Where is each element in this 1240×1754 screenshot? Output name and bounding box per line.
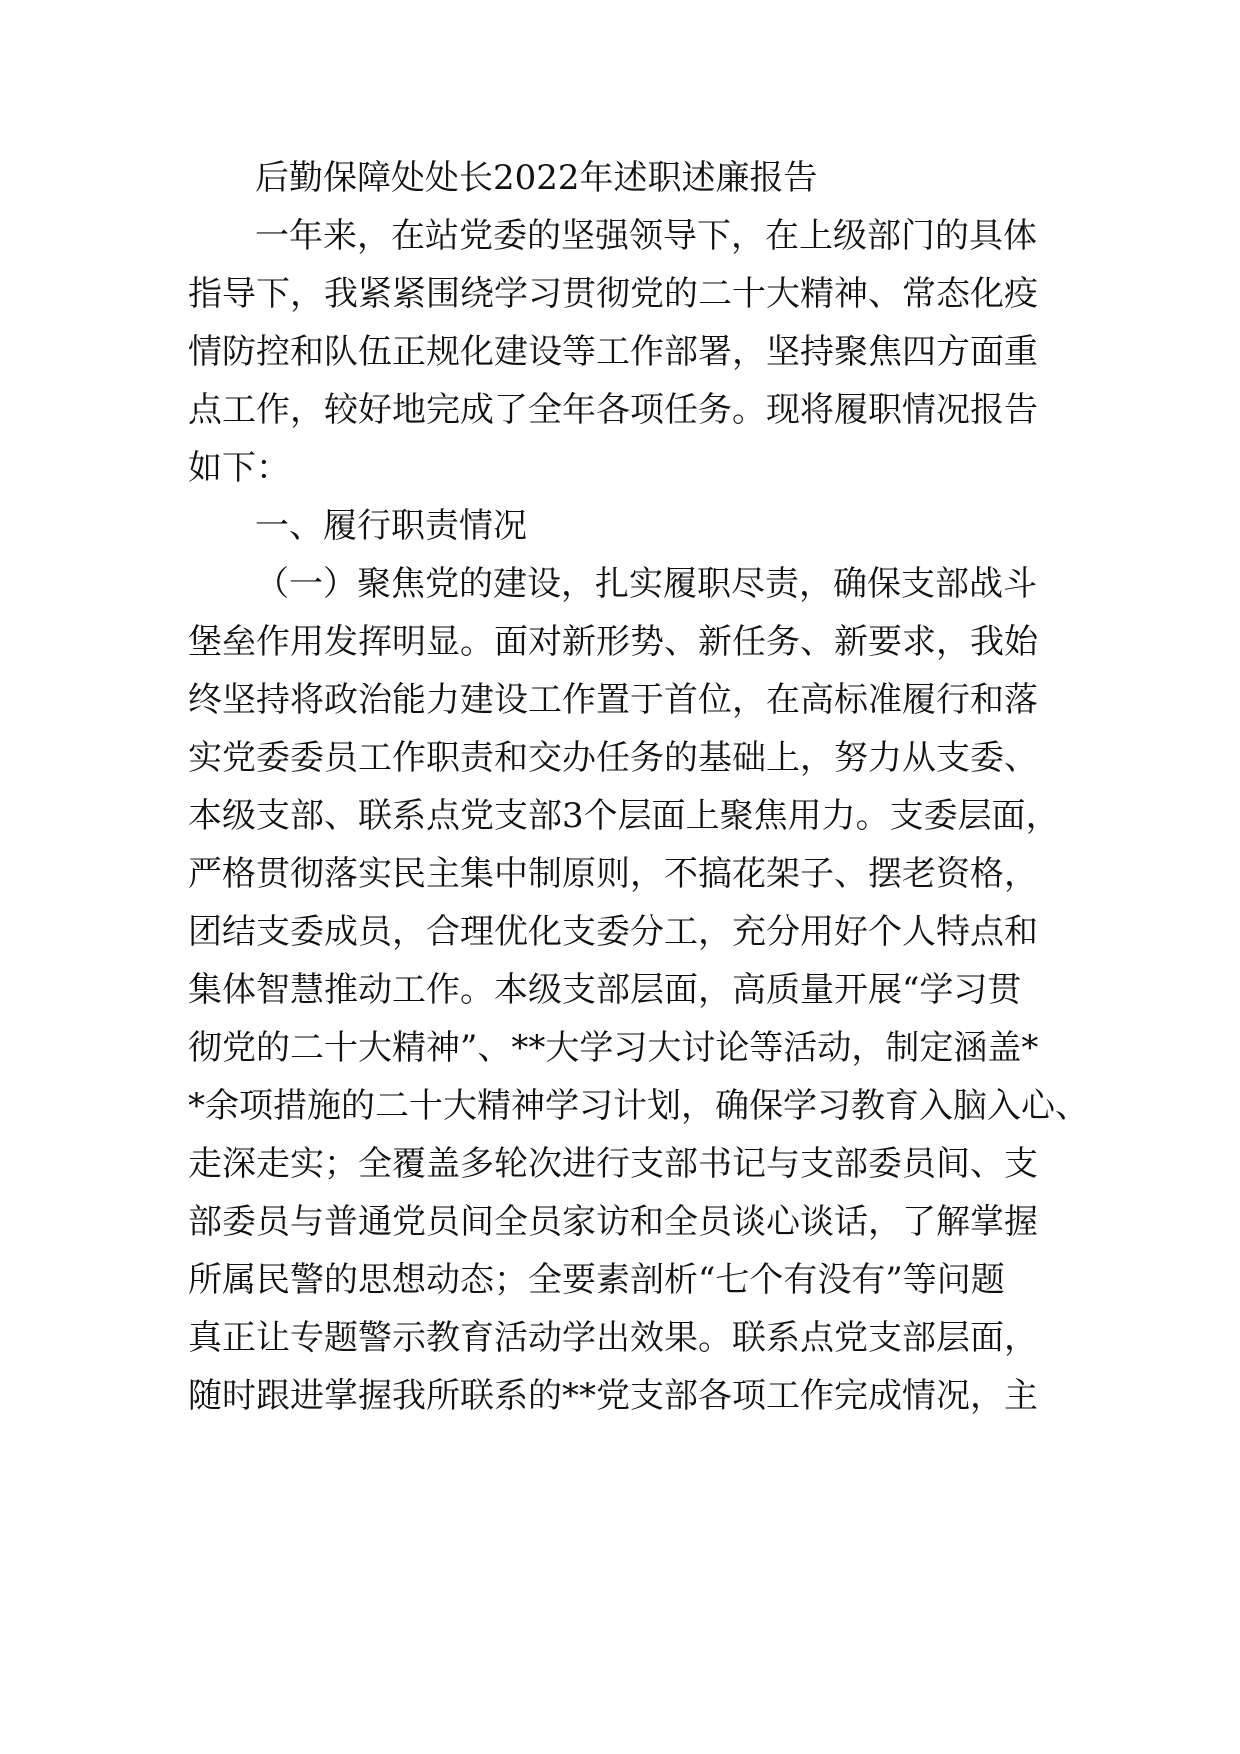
paragraph-line: 堡垒作用发挥明显。面对新形势、新任务、新要求，我始 (188, 622, 1038, 662)
paragraph-line: 指导下，我紧紧围绕学习贯彻党的二十大精神、常态化疫 (188, 274, 1038, 314)
paragraph-line: 彻党的二十大精神”、**大学习大讨论等活动，制定涵盖* (188, 1028, 1039, 1068)
paragraph-line: 一年来，在站党委的坚强领导下，在上级部门的具体 (255, 216, 1037, 256)
paragraph-line: 团结支委成员，合理优化支委分工，充分用好个人特点和 (188, 912, 1038, 952)
paragraph-line: 本级支部、联系点党支部3个层面上聚焦用力。支委层面， (188, 796, 1060, 836)
paragraph-line: 走深走实；全覆盖多轮次进行支部书记与支部委员间、支 (188, 1144, 1038, 1184)
document-title: 后勤保障处处长2022年述职述廉报告 (255, 158, 818, 198)
paragraph-line: 如下： (188, 448, 290, 488)
paragraph-line: 终坚持将政治能力建设工作置于首位，在高标准履行和落 (188, 680, 1038, 720)
paragraph-line: *余项措施的二十大精神学习计划，确保学习教育入脑入心、 (188, 1086, 1089, 1126)
paragraph-line: 点工作，较好地完成了全年各项任务。现将履职情况报告 (188, 390, 1038, 430)
paragraph-line: 集体智慧推动工作。本级支部层面，高质量开展“学习贯 (188, 970, 1022, 1010)
paragraph-line: 随时跟进掌握我所联系的**党支部各项工作完成情况，主 (188, 1376, 1038, 1416)
paragraph-line: 情防控和队伍正规化建设等工作部署，坚持聚焦四方面重 (188, 332, 1038, 372)
paragraph-line: 严格贯彻落实民主集中制原则，不搞花架子、摆老资格， (188, 854, 1038, 894)
paragraph-line: （一）聚焦党的建设，扎实履职尽责，确保支部战斗 (255, 564, 1037, 604)
paragraph-line: 实党委委员工作职责和交办任务的基础上，努力从支委、 (188, 738, 1038, 778)
paragraph-line: 真正让专题警示教育活动学出效果。联系点党支部层面， (188, 1318, 1038, 1358)
paragraph-line: 所属民警的思想动态；全要素剖析“七个有没有”等问题 (188, 1260, 1005, 1300)
section-heading: 一、履行职责情况 (255, 506, 527, 546)
paragraph-line: 部委员与普通党员间全员家访和全员谈心谈话，了解掌握 (188, 1202, 1038, 1242)
